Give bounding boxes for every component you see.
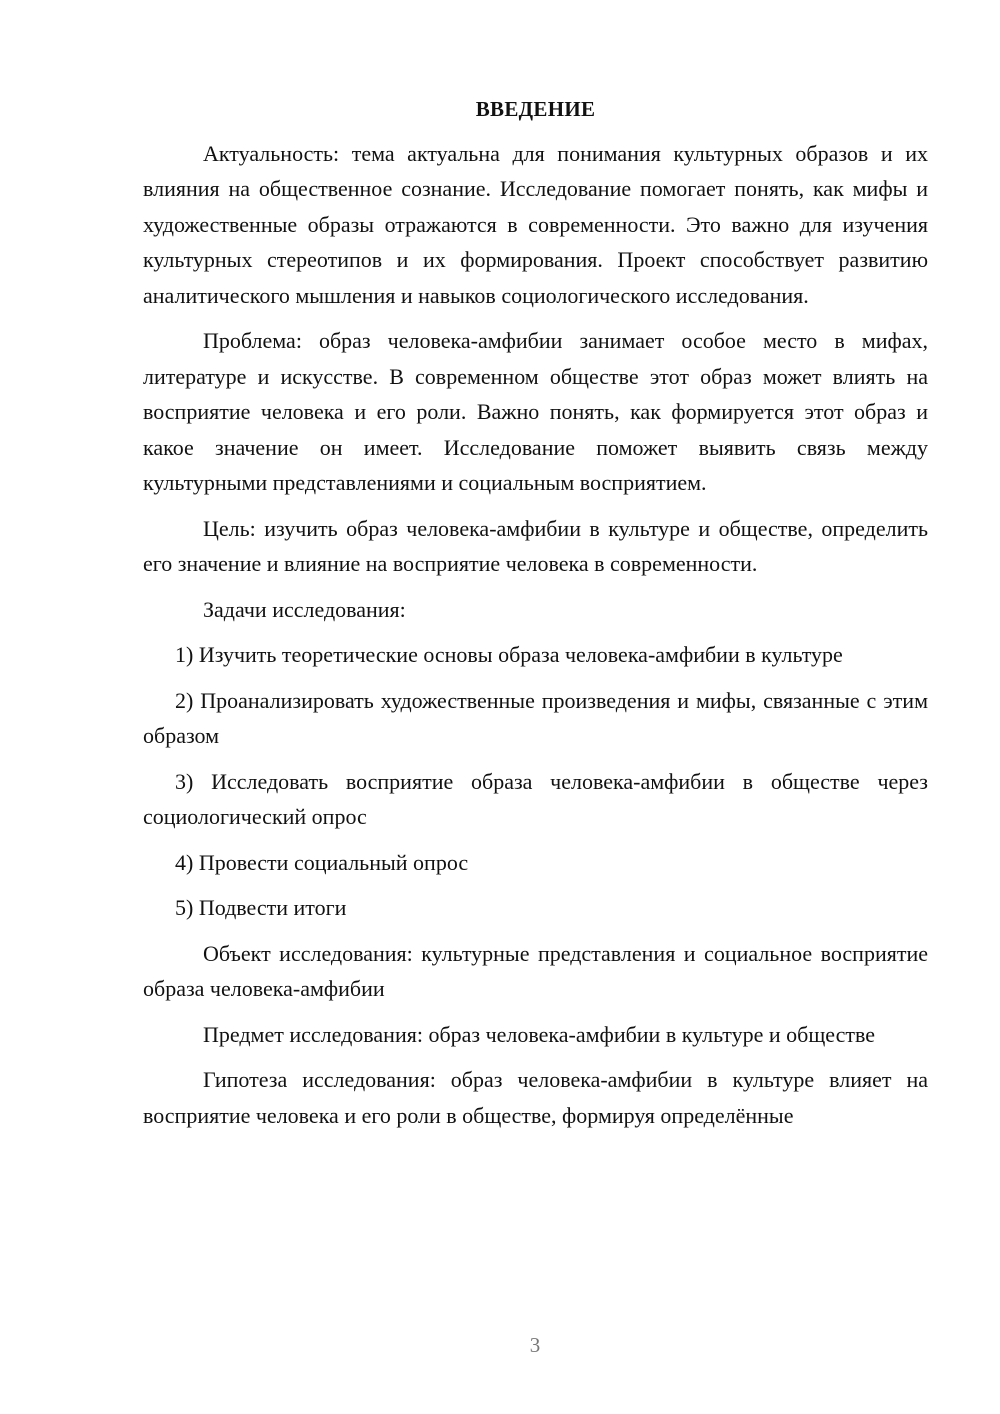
section-title: ВВЕДЕНИЕ — [475, 97, 596, 121]
paragraph-problem: Проблема: образ человека-амфибии занимает особое место в мифах, литературе и искусстве. В современном обществе этот образ может влиять на восприятие человека и его роли. Важно понять, как формируется этот образ и какое значение он имеет. Исследование поможет выявить связь между культурными представлениями и социальным восприятием. — [143, 328, 928, 495]
task-item: 2) Проанализировать художественные произведения и мифы, связанные с этим образом — [143, 687, 928, 748]
paragraph-relevance: Актуальность: тема актуальна для понимания культурных образов и их влияния на общественное сознание. Исследование помогает понять, как мифы и художественные образы отражаются в современности. Это важно для изучения культурных стереотипов и их формирования. Проект способствует развитию аналитического мышления и навыков социологического исследования. — [143, 140, 928, 308]
task-item: 5) Подвести итоги — [175, 895, 347, 920]
task-item: 3) Исследовать восприятие образа человека-амфибии в обществе через социологический опрос — [143, 768, 928, 829]
paragraph-hypothesis: Гипотеза исследования: образ человека-амфибии в культуре влияет на восприятие человека и его роли в обществе, формируя определённые — [143, 1067, 928, 1128]
page-number: 3 — [529, 1333, 541, 1357]
paragraph-tasks-heading: Задачи исследования: — [203, 596, 406, 622]
task-item: 1) Изучить теоретические основы образа человека-амфибии в культуре — [175, 642, 843, 667]
paragraph-goal: Цель: изучить образ человека-амфибии в культуре и обществе, определить его значение и влияние на восприятие человека в современности. — [143, 515, 928, 576]
paragraph-object: Объект исследования: культурные представления и социальное восприятие образа человека-амфибии — [143, 940, 928, 1001]
paragraph-subject: Предмет исследования: образ человека-амфибии в культуре и обществе — [203, 1021, 876, 1047]
document-page — [143, 92, 928, 1143]
task-item: 4) Провести социальный опрос — [175, 849, 469, 875]
